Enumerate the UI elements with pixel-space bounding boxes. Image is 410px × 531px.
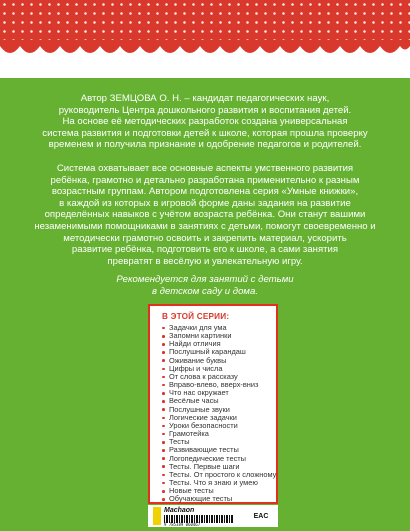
series-item: От слова к рассказу <box>162 373 276 381</box>
publisher-logo: Machaon <box>164 507 195 514</box>
scallop-shape <box>0 40 410 62</box>
system-line: ребёнка, грамотно и детально разработана применительно к разным <box>50 174 360 186</box>
series-box <box>148 304 278 504</box>
recommendation-text <box>0 274 410 297</box>
system-paragraph <box>0 163 410 267</box>
series-item: Тесты. Первые шаги <box>162 463 276 471</box>
system-line: развитие ребёнка, подготовить его к школе, а сами занятия <box>71 244 339 256</box>
series-item: Логические задачки <box>162 414 276 422</box>
series-item: Уроки безопасности <box>162 422 276 430</box>
series-item: Развивающие тесты <box>162 446 276 454</box>
series-item: Логопедические тесты <box>162 455 276 463</box>
author-line: система развития и подготовки детей к школе, которая прошла проверку <box>42 127 368 139</box>
series-item: Оживание буквы <box>162 357 276 365</box>
series-item: Тесты <box>162 438 276 446</box>
series-item: Грамотейка <box>162 430 276 438</box>
recommendation-line: Рекомендуется для занятий с детьми <box>116 274 294 285</box>
author-line: На основе её методических разработок создана универсальная <box>62 116 348 128</box>
system-line: определённых навыков с учётом возраста ребёнка. Они станут вашими <box>44 209 366 221</box>
author-line: временем и получила признание и одобрение педагогов и родителей. <box>48 139 362 151</box>
system-line: Система охватывает все основные аспекты умственного развития <box>56 163 354 174</box>
series-list <box>150 324 276 503</box>
eac-mark: EAC <box>253 513 269 520</box>
series-item: Весёлые часы <box>162 397 276 405</box>
barcode-label <box>148 505 278 527</box>
series-item: Обучающие тесты <box>162 495 276 503</box>
series-item: Послушный карандаш <box>162 348 276 356</box>
system-line: незаменимыми помощниками в занятиях с детьми, помогут своевременно и <box>34 220 376 232</box>
system-line: методически грамотно освоить и закрепить материал, ускорить <box>63 232 347 244</box>
system-line: в каждой из которых в игровой форме даны задания на развитие <box>59 197 351 209</box>
series-item: Запомни картинки <box>162 332 276 340</box>
scallop-edge <box>0 40 410 62</box>
series-item: Что нас окружает <box>162 389 276 397</box>
author-paragraph <box>0 93 410 151</box>
series-item: Тесты. От простого к сложному <box>162 471 276 479</box>
recommendation-line: в детском саду и дома. <box>152 285 258 297</box>
age-rating-strip <box>153 507 161 525</box>
series-item: Цифры и числа <box>162 365 276 373</box>
series-title: В ЭТОЙ СЕРИИ: <box>162 312 230 321</box>
author-line: руководитель Центра дошкольного развития и воспитания детей. <box>58 104 352 116</box>
series-item: Тесты. Что я знаю и умею <box>162 479 276 487</box>
series-item: Вправо-влево, вверх-вниз <box>162 381 276 389</box>
series-item: Новые тесты <box>162 487 276 495</box>
system-line: возрастным группам. Автором подготовлена серия «Умные книжки», <box>51 186 359 198</box>
series-item: Задачки для ума <box>162 324 276 332</box>
author-line: Автор ЗЕМЦОВА О. Н. – кандидат педагогических наук, <box>80 93 330 104</box>
system-line: превратят в весёлую и увлекательную игру. <box>107 255 303 267</box>
series-item: Послушные звуки <box>162 406 276 414</box>
series-item: Найди отличия <box>162 340 276 348</box>
isbn-number: 9 785389 060467 <box>164 522 201 527</box>
